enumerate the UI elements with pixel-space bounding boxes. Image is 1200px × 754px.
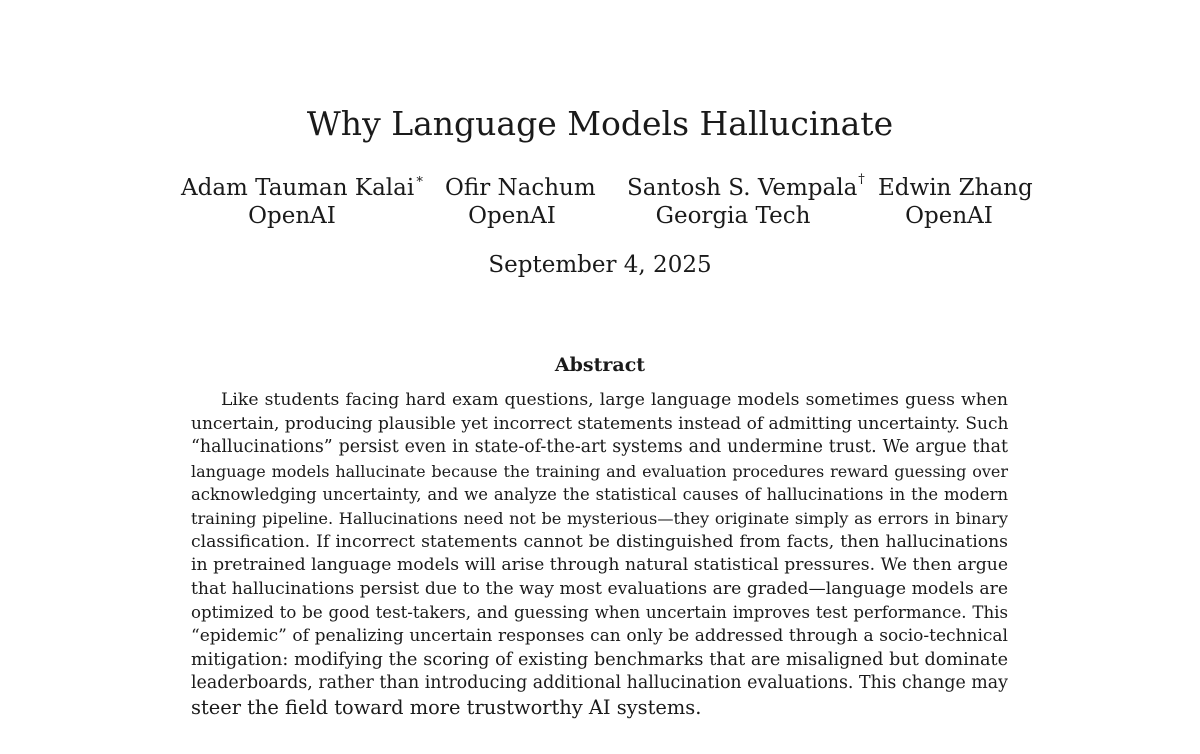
author-vempala: [627, 172, 865, 230]
author-name: Adam Tauman Kalai: [181, 175, 415, 201]
abstract-line: “epidemic” of penalizing uncertain responses can only be addressed through a socio-technical: [191, 625, 1008, 646]
author-name: Edwin Zhang: [878, 175, 1033, 201]
author-affiliation: OpenAI: [905, 203, 993, 229]
abstract-line: language models hallucinate because the training and evaluation procedures reward guessing over: [191, 461, 1008, 481]
author-name: Ofir Nachum: [445, 175, 596, 201]
abstract-line: uncertain, producing plausible yet incorrect statements instead of admitting uncertainty. Such: [191, 413, 1009, 434]
abstract-line: acknowledging uncertainty, and we analyze the statistical causes of hallucinations in the modern: [191, 485, 1008, 505]
author-name: Santosh S. Vempala: [627, 175, 858, 201]
abstract-line: in pretrained language models will arise through natural statistical pressures. We then argue: [191, 555, 1008, 576]
abstract-heading: Abstract: [554, 354, 646, 376]
author-zhang: [878, 174, 1033, 230]
abstract-line: classification. If incorrect statements cannot be distinguished from facts, then hallucinations: [191, 531, 1008, 552]
abstract-line: optimized to be good test-takers, and guessing when uncertain improves test performance. This: [191, 603, 1008, 623]
abstract-line: training pipeline. Hallucinations need not be mysterious—they originate simply as errors in binary: [191, 508, 1008, 528]
publication-date: September 4, 2025: [488, 252, 712, 278]
author-block: [0, 174, 1200, 234]
abstract-text: [191, 389, 1008, 719]
abstract-line: leaderboards, rather than introducing additional hallucination evaluations. This change may: [191, 673, 1008, 694]
abstract-line: that hallucinations persist due to the way most evaluations are graded—language models are: [191, 578, 1008, 599]
abstract-line: Like students facing hard exam questions, large language models sometimes guess when: [221, 390, 1008, 410]
abstract-line: “hallucinations” persist even in state-of-the-art systems and undermine trust. We argue that: [191, 437, 1008, 458]
abstract-line: mitigation: modifying the scoring of existing benchmarks that are misaligned but dominate: [191, 649, 1008, 670]
footnote-mark: †: [858, 172, 865, 188]
author-kalai: [181, 172, 425, 230]
paper-title: Why Language Models Hallucinate: [306, 104, 894, 143]
footnote-mark: ∗: [415, 172, 425, 188]
abstract-line: steer the field toward more trustworthy AI systems.: [191, 695, 702, 719]
author-affiliation: OpenAI: [248, 203, 336, 229]
author-affiliation: OpenAI: [468, 203, 556, 229]
author-affiliation: Georgia Tech: [655, 203, 811, 229]
author-nachum: [445, 174, 596, 230]
